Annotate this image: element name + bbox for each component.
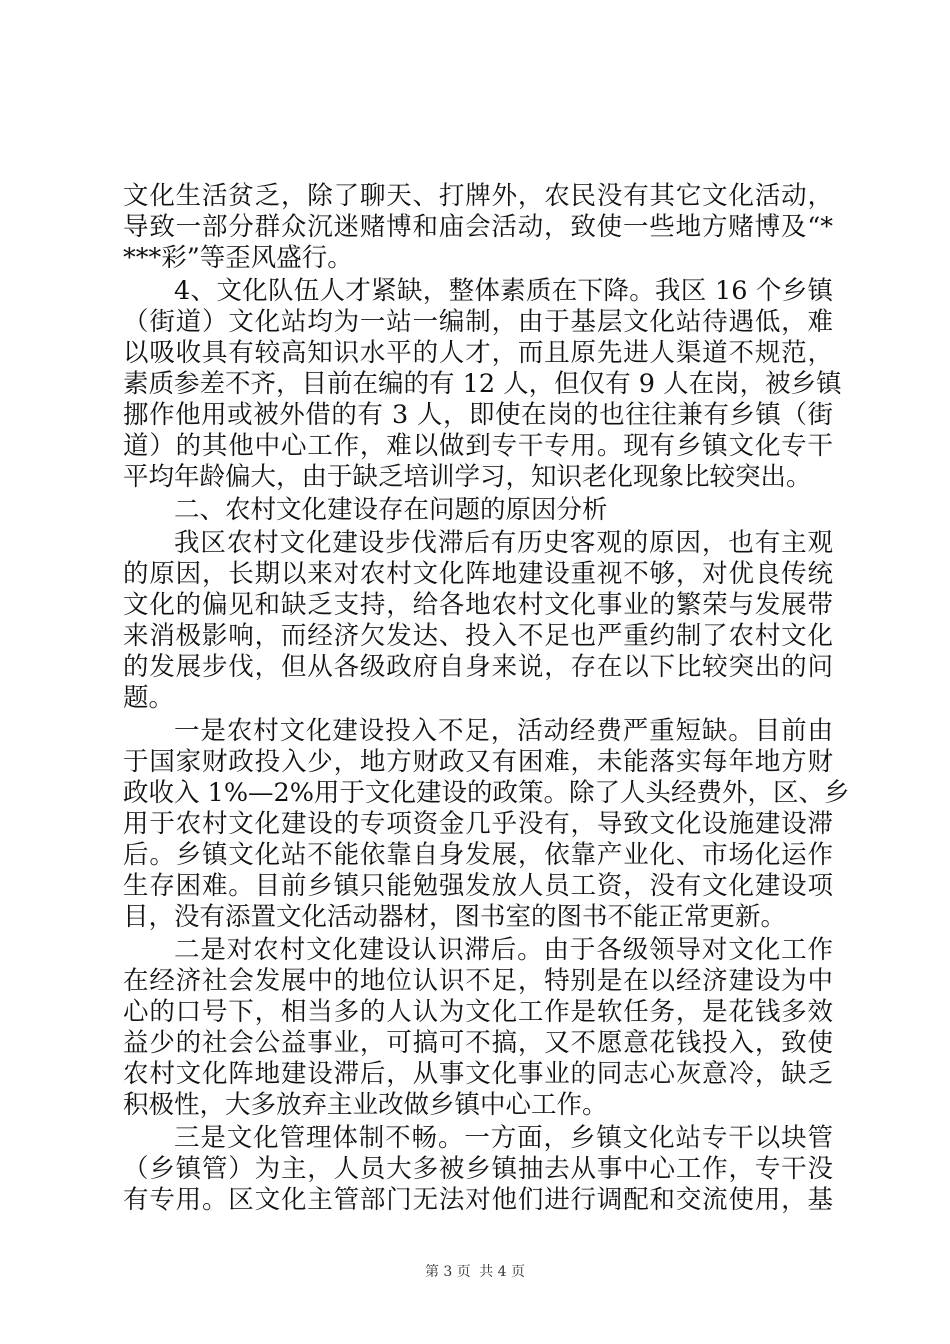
text-line: 素质参差不齐，目前在编的有 12 人，但仅有 9 人在岗，被乡镇 [123,369,842,399]
text-line: 益少的社会公益事业，可搞可不搞，又不愿意花钱投入，致使 [123,1028,833,1058]
text-line: 用于农村文化建设的专项资金几乎没有，导致文化设施建设滞 [123,809,833,839]
text-line: 题。 [123,683,175,713]
text-line: 来消极影响，而经济欠发达、投入不足也严重约制了农村文化 [123,621,833,651]
text-line: 农村文化阵地建设滞后，从事文化事业的同志心灰意冷，缺乏 [123,1059,833,1089]
text-line: 后。乡镇文化站不能依靠自身发展，依靠产业化、市场化运作 [123,840,833,870]
text-line: 文化生活贫乏，除了聊天、打牌外，农民没有其它文化活动， [123,181,833,211]
text-line: 4、文化队伍人才紧缺，整体素质在下降。我区 16 个乡镇 [174,276,833,306]
text-line: 有专用。区文化主管部门无法对他们进行调配和交流使用，基 [123,1185,833,1215]
text-line: 心的口号下，相当多的人认为文化工作是软任务，是花钱多效 [123,997,833,1027]
text-line: （乡镇管）为主，人员大多被乡镇抽去从事中心工作，专干没 [123,1154,833,1184]
text-line: 我区农村文化建设步伐滞后有历史客观的原因，也有主观 [174,528,833,558]
text-line: 目，没有添置文化活动器材，图书室的图书不能正常更新。 [123,902,787,932]
text-line: 的原因，长期以来对农村文化阵地建设重视不够，对优良传统 [123,559,833,589]
text-line: 道）的其他中心工作，难以做到专干专用。现有乡镇文化专干 [123,431,833,461]
text-line: 导致一部分群众沉迷赌博和庙会活动，致使一些地方赌博及“* [123,212,833,242]
text-line: 在经济社会发展中的地位认识不足，特别是在以经济建设为中 [123,966,833,996]
text-line: 政收入 1%—2%用于文化建设的政策。除了人头经费外，区、乡 [123,778,850,808]
text-line: 于国家财政投入少，地方财政又有困难，未能落实每年地方财 [123,747,833,777]
text-line: 挪作他用或被外借的有 3 人，即使在岗的也往往兼有乡镇（街 [123,400,833,430]
text-line: 三是文化管理体制不畅。一方面，乡镇文化站专干以块管 [174,1123,833,1153]
text-line: 的发展步伐，但从各级政府自身来说，存在以下比较突出的问 [123,652,833,682]
section-heading: 二、农村文化建设存在问题的原因分析 [174,495,608,525]
text-line: 二是对农村文化建设认识滞后。由于各级领导对文化工作 [174,935,833,965]
text-line: ***彩”等歪风盛行。 [123,243,353,273]
text-line: 一是农村文化建设投入不足，活动经费严重短缺。目前由 [174,716,833,746]
page-total: 共 4 页 [479,1264,526,1280]
text-line: 平均年龄偏大，由于缺乏培训学习，知识老化现象比较突出。 [123,462,812,492]
page-number: 第 3 页 [424,1264,471,1280]
text-line: 以吸收具有较高知识水平的人才，而且原先进人渠道不规范， [123,338,833,368]
text-line: 文化的偏见和缺乏支持，给各地农村文化事业的繁荣与发展带 [123,590,833,620]
text-line: 积极性，大多放弃主业改做乡镇中心工作。 [123,1090,608,1120]
page-footer [0,1262,950,1282]
text-line: （街道）文化站均为一站一编制，由于基层文化站待遇低，难 [123,307,833,337]
text-line: 生存困难。目前乡镇只能勉强发放人员工资，没有文化建设项 [123,871,833,901]
